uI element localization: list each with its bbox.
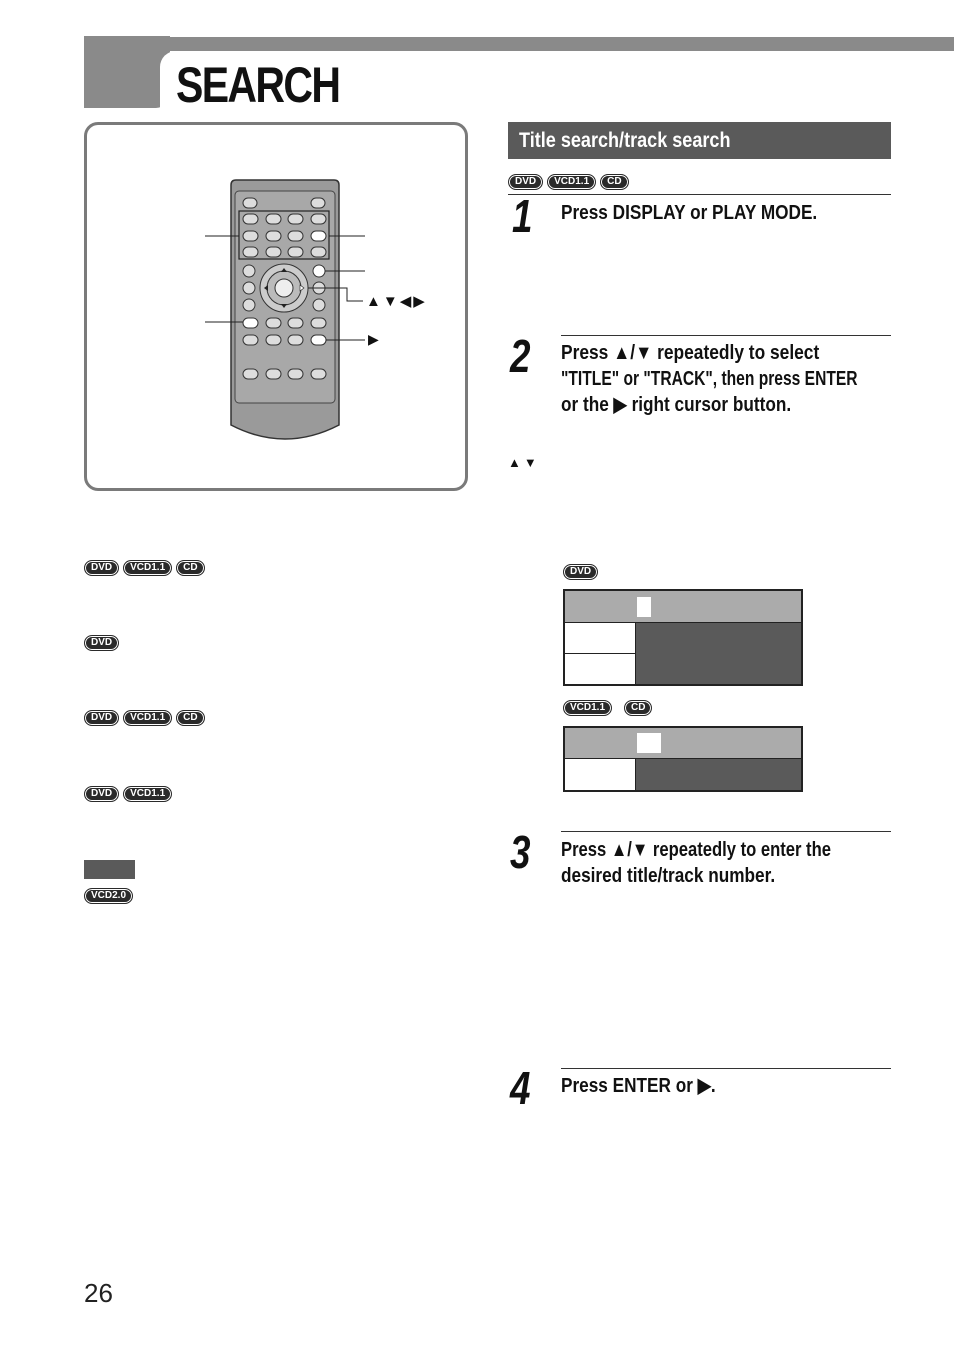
vcd11-badge: VCD1.1 bbox=[123, 560, 172, 576]
header-tab bbox=[84, 36, 170, 108]
dvd-badge: DVD bbox=[563, 564, 598, 580]
header-bar bbox=[160, 37, 954, 51]
vcd20-badge: VCD2.0 bbox=[84, 888, 133, 904]
dvd-badge: DVD bbox=[84, 710, 119, 726]
section-title: Title search/track search bbox=[519, 129, 731, 152]
section-header bbox=[508, 122, 891, 159]
badge-row bbox=[84, 888, 137, 904]
dvd-badge: DVD bbox=[508, 174, 543, 190]
small-arrow-glyphs: ▲▼ bbox=[508, 455, 540, 470]
badge-row bbox=[563, 700, 656, 716]
remote-play-label: ▶ bbox=[368, 331, 379, 347]
gray-label-block bbox=[84, 860, 135, 879]
step-instruction: Press ▲/▼ repeatedly to select "TITLE" or "TRACK", then press ENTER or the ▶ right cursor button. bbox=[561, 342, 858, 416]
dvd-badge: DVD bbox=[84, 786, 119, 802]
step-divider bbox=[508, 194, 891, 195]
step-number: 2 bbox=[510, 330, 531, 382]
cd-badge: CD bbox=[624, 700, 652, 716]
badge-row bbox=[508, 174, 633, 190]
dvd-search-display bbox=[563, 589, 803, 686]
remote-control-icon bbox=[195, 175, 450, 445]
vcd11-badge: VCD1.1 bbox=[123, 710, 172, 726]
step-divider bbox=[561, 335, 891, 336]
vcd11-badge: VCD1.1 bbox=[123, 786, 172, 802]
remote-arrow-label: ▲▼◀▶ bbox=[366, 293, 427, 310]
step-number: 1 bbox=[512, 190, 533, 242]
display-cursor bbox=[637, 597, 651, 617]
cd-badge: CD bbox=[176, 560, 204, 576]
badge-row bbox=[84, 786, 176, 802]
step-divider bbox=[561, 831, 891, 832]
dvd-badge: DVD bbox=[84, 560, 119, 576]
step-divider bbox=[561, 1068, 891, 1069]
badge-row bbox=[563, 564, 602, 580]
page-title: SEARCH bbox=[176, 57, 340, 113]
dvd-badge: DVD bbox=[84, 635, 119, 651]
badge-row bbox=[84, 560, 209, 576]
vcd-cd-search-display bbox=[563, 726, 803, 792]
step-instruction: Press DISPLAY or PLAY MODE. bbox=[561, 202, 818, 224]
cd-badge: CD bbox=[600, 174, 628, 190]
page-number: 26 bbox=[84, 1278, 113, 1308]
vcd11-badge: VCD1.1 bbox=[563, 700, 612, 716]
badge-row bbox=[84, 710, 209, 726]
step-number: 3 bbox=[510, 826, 531, 878]
step-number: 4 bbox=[510, 1062, 531, 1114]
cd-badge: CD bbox=[176, 710, 204, 726]
vcd11-badge: VCD1.1 bbox=[547, 174, 596, 190]
step-instruction: Press ▲/▼ repeatedly to enter the desired title/track number. bbox=[561, 839, 831, 887]
badge-row bbox=[84, 635, 123, 651]
display-cursor bbox=[637, 733, 661, 753]
step-instruction: Press ENTER or ▶. bbox=[561, 1075, 716, 1097]
